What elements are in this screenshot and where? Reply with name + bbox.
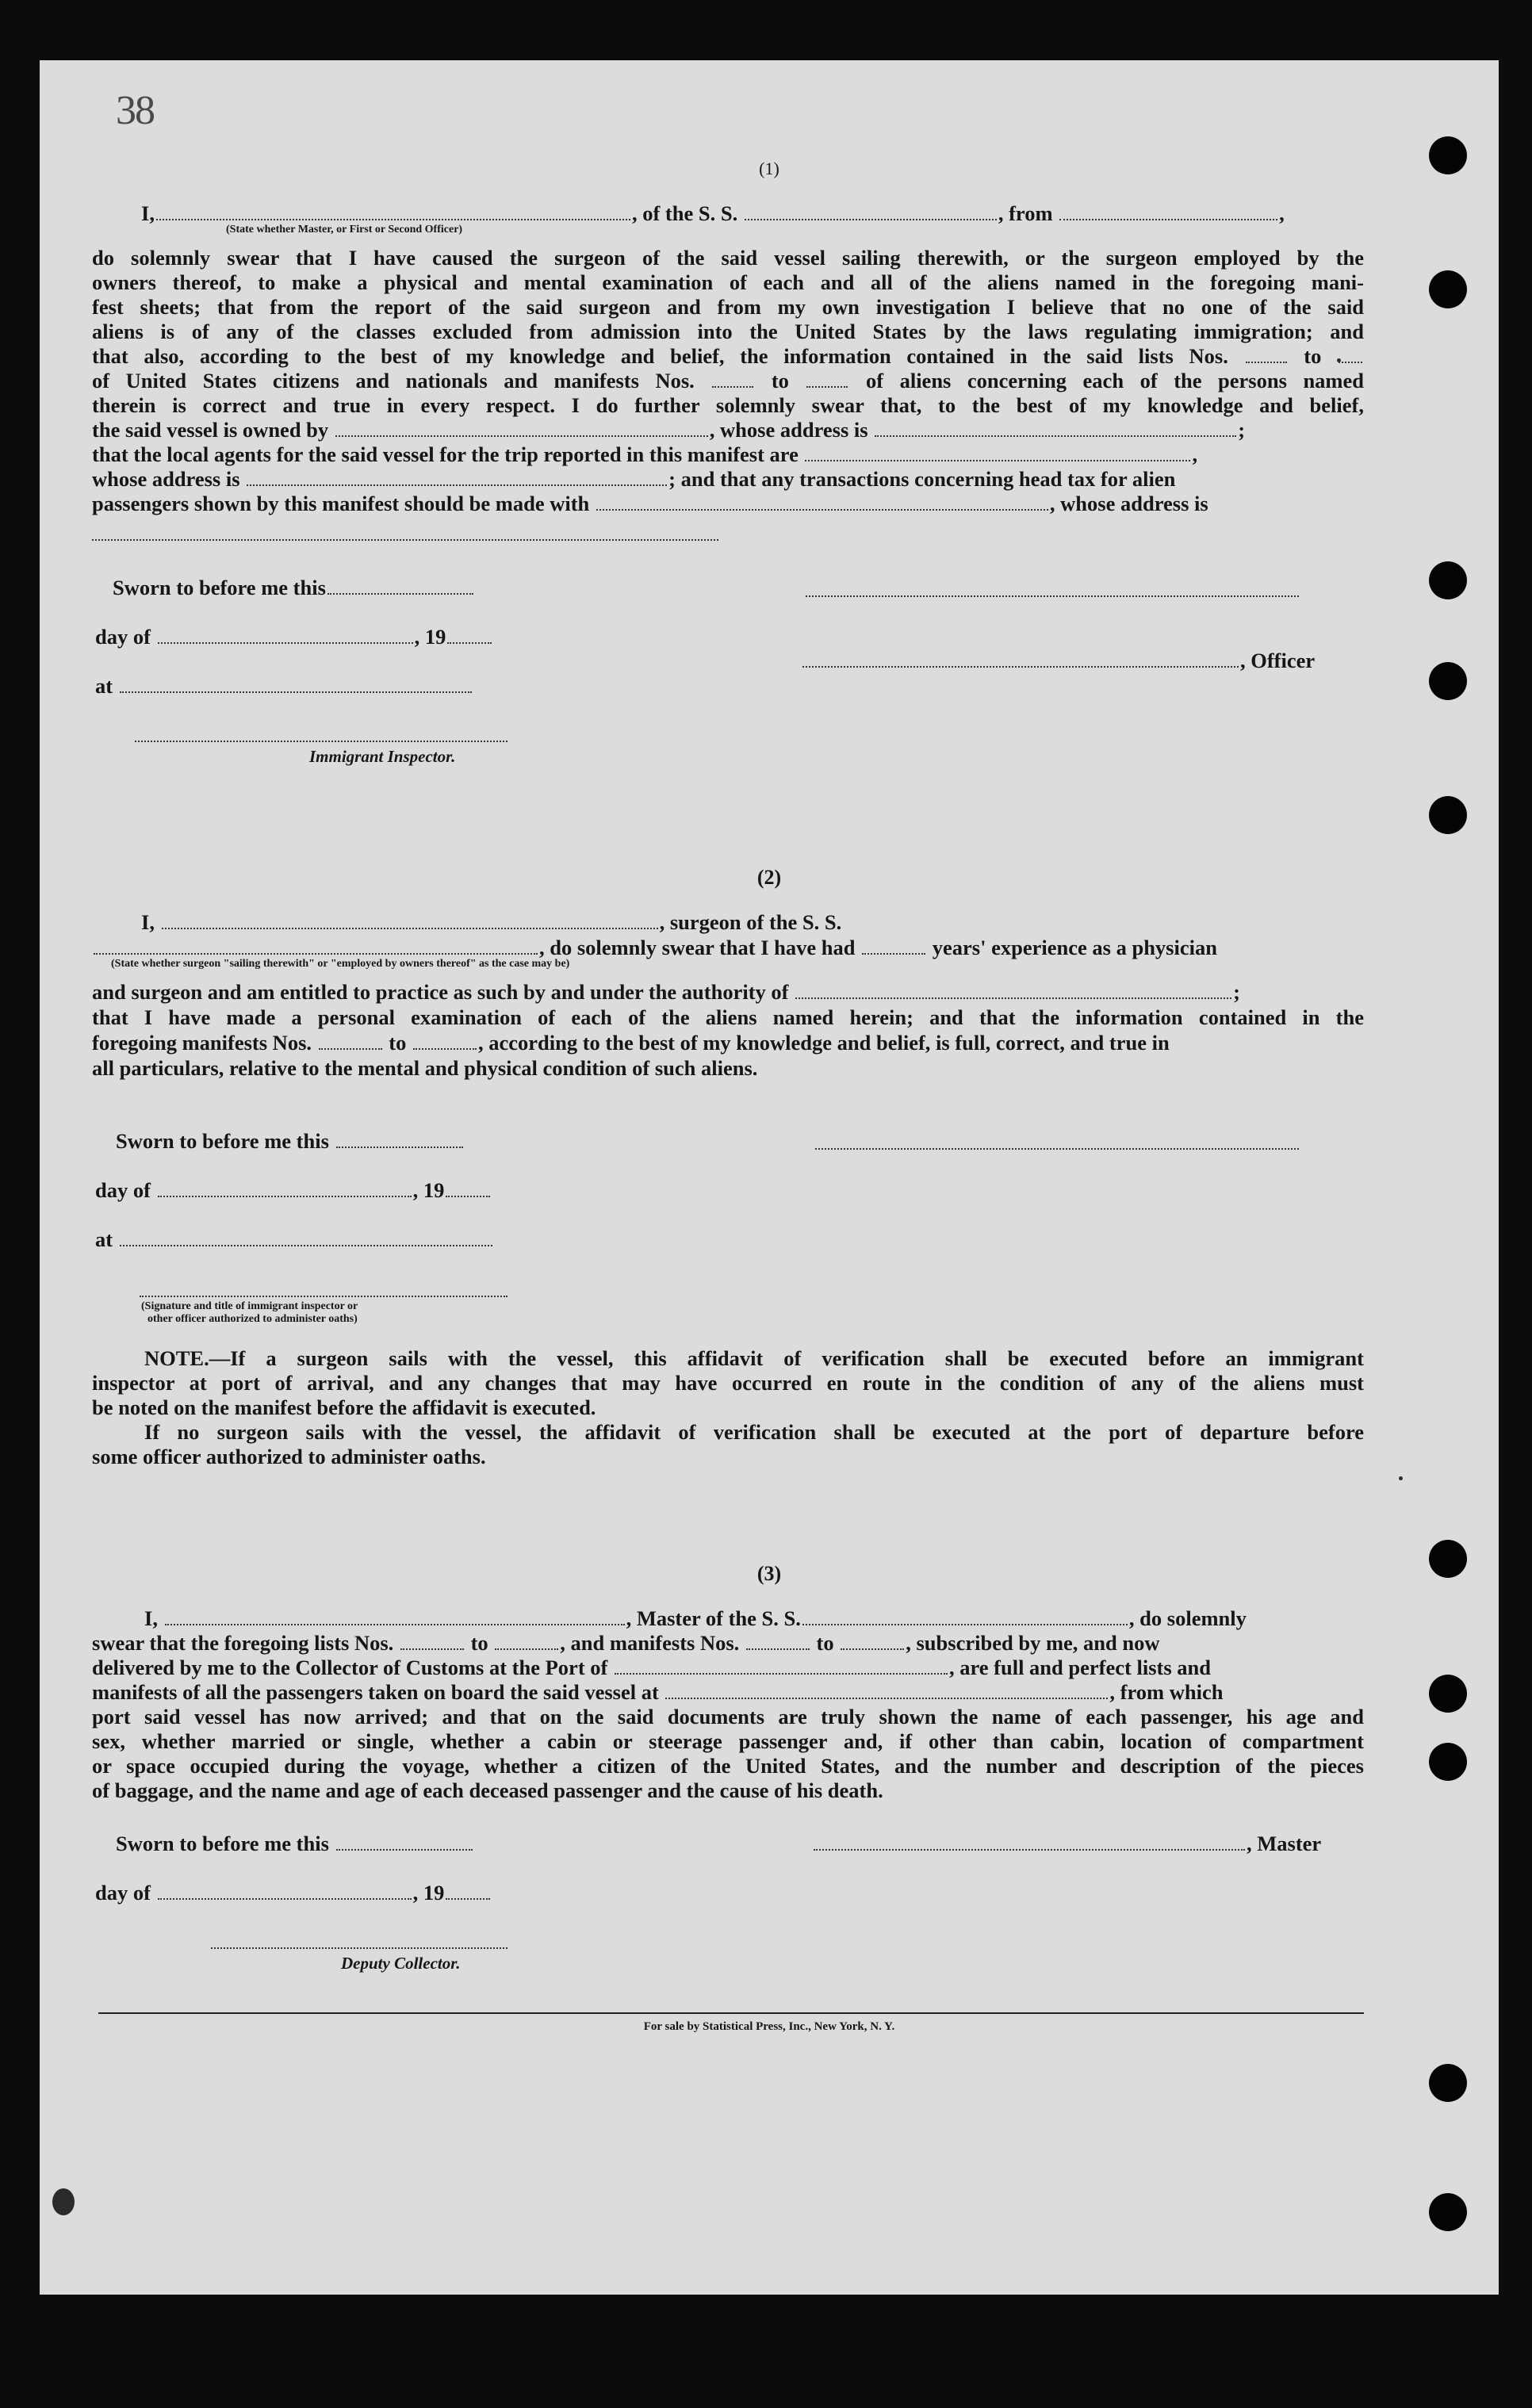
punch-hole	[1429, 796, 1467, 834]
page-number-mark: 38	[116, 88, 154, 133]
punch-hole	[1429, 1743, 1467, 1781]
punch-hole	[1429, 2193, 1467, 2231]
day-field[interactable]	[158, 626, 413, 644]
footer-rule	[98, 2012, 1364, 2014]
s1-line-8: therein is correct and true in every respect. I do further solemnly swear that, to the best of my knowledge and belief,	[92, 393, 1364, 417]
s1-line-3: owners thereof, to make a physical and mental examination of each and all of the aliens named in the foregoing mani-	[92, 270, 1364, 294]
s1-day-of: day of , 19	[95, 625, 493, 649]
manifests-to-field[interactable]	[806, 370, 848, 388]
s1-line-1: I, , of the S. S. , from ,	[141, 201, 1285, 225]
s2-sworn: Sworn to before me this	[116, 1129, 465, 1154]
authority-field[interactable]	[795, 982, 1231, 999]
s2-at-place-field[interactable]	[120, 1229, 492, 1246]
agents-address-field[interactable]	[247, 469, 667, 486]
year-field[interactable]	[447, 626, 492, 644]
s3-lists-from-field[interactable]	[400, 1633, 464, 1650]
surgeon-signature-line[interactable]	[815, 1148, 1299, 1150]
sig-caption-1: (Signature and title of immigrant inspector or	[141, 1300, 358, 1312]
printer-imprint: For sale by Statistical Press, Inc., New York, N. Y.	[643, 2020, 895, 2033]
s1-line-11: whose address is ; and that any transactions concerning head tax for alien	[92, 467, 1176, 491]
local-agents-field[interactable]	[805, 444, 1190, 461]
s3-line-7: or space occupied during the voyage, whether a citizen of the United States, and the number and description of the pieces	[92, 1754, 1364, 1778]
surgeon-name-field[interactable]	[162, 912, 658, 929]
collector-signature-line[interactable]	[211, 1947, 507, 1949]
rank-caption: (State whether Master, or First or Second Officer)	[226, 224, 463, 235]
ink-speck	[1399, 1476, 1403, 1480]
s2-day-field[interactable]	[158, 1180, 412, 1197]
punch-hole	[1429, 2064, 1467, 2102]
s3-vessel-field[interactable]	[802, 1608, 1128, 1625]
s3-year-field[interactable]	[446, 1882, 490, 1900]
s2-manifests-to-field[interactable]	[413, 1032, 477, 1050]
head-tax-agent-field[interactable]	[596, 493, 1048, 511]
master-signature-field[interactable]	[814, 1833, 1245, 1851]
surgeon-status-field[interactable]	[94, 937, 538, 955]
section-2-number: (2)	[756, 866, 782, 889]
s3-sworn: Sworn to before me this	[116, 1832, 474, 1856]
s2-sworn-date-field[interactable]	[336, 1131, 463, 1148]
s3-line-2: swear that the foregoing lists Nos. to , and manifests Nos. to , subscribed by me, and now	[92, 1631, 1160, 1655]
s1-line-5: aliens is of any of the classes excluded from admission into the United States by the laws regulating immigration; and	[92, 320, 1364, 343]
section-1-number: (1)	[759, 159, 779, 178]
sworn-date-field[interactable]	[327, 577, 473, 595]
s3-line-5: port said vessel has now arrived; and that on the said documents are truly shown the name of each passenger, his age and	[92, 1705, 1364, 1728]
s1-line-10: that the local agents for the said vessel for the trip reported in this manifest are ,	[92, 442, 1198, 466]
surgeon-status-caption: (State whether surgeon "sailing therewith" or "employed by owners thereof" as the case may be)	[111, 958, 570, 970]
s1-line-4: fest sheets; that from the report of the said surgeon and from my own investigation I believe that no one of the said	[92, 295, 1364, 319]
ink-blot	[52, 2188, 75, 2215]
sig-caption-2: other officer authorized to administer oaths)	[147, 1313, 358, 1325]
s3-lists-to-field[interactable]	[495, 1633, 558, 1650]
s2-day-of: day of , 19	[95, 1178, 492, 1203]
s1-sworn: Sworn to before me this	[113, 576, 475, 600]
officer-signature-field[interactable]	[802, 650, 1239, 668]
note-line-3: be noted on the manifest before the affidavit is executed.	[92, 1395, 596, 1419]
s2-at: at	[95, 1227, 494, 1252]
s2-officer-signature-line[interactable]	[140, 1296, 507, 1297]
s1-line-2: do solemnly swear that I have caused the surgeon of the said vessel sailing therewith, or the surgeon employed by the	[92, 246, 1364, 270]
years-experience-field[interactable]	[862, 937, 925, 955]
s3-master: , Master	[812, 1832, 1321, 1856]
customs-port-field[interactable]	[615, 1657, 948, 1675]
s1-line-6: that also, according to the best of my knowledge and belief, the information contained in the said lists Nos. to	[92, 344, 1364, 369]
s1-line-9: the said vessel is owned by , whose address is ;	[92, 418, 1246, 442]
note-line-2: inspector at port of arrival, and any changes that may have occurred en route in the condition of any of the aliens must	[92, 1371, 1364, 1395]
punch-hole	[1429, 662, 1467, 700]
embarkation-port-field[interactable]	[665, 1682, 1108, 1699]
s3-line-6: sex, whether married or single, whether a cabin or steerage passenger and, if other than cabin, location of compartment	[92, 1729, 1364, 1753]
lists-to-field[interactable]	[1339, 346, 1362, 363]
punch-hole	[1429, 561, 1467, 599]
note-line-1: NOTE.—If a surgeon sails with the vessel, this affidavit of verification shall be executed before an immigrant	[144, 1346, 1364, 1370]
s2-year-field[interactable]	[446, 1180, 490, 1197]
inspector-signature-line[interactable]	[135, 741, 507, 742]
s2-line-6: all particulars, relative to the mental and physical condition of such aliens.	[92, 1056, 758, 1080]
s3-manifests-from-field[interactable]	[746, 1633, 810, 1650]
owner-field[interactable]	[335, 419, 708, 437]
owner-address-field[interactable]	[875, 419, 1236, 437]
s2-line-1: I, , surgeon of the S. S.	[141, 910, 842, 934]
s1-at: at	[95, 674, 473, 699]
at-place-field[interactable]	[120, 676, 472, 693]
s3-day-of: day of , 19	[95, 1881, 492, 1905]
s3-manifests-to-field[interactable]	[841, 1633, 904, 1650]
s1-officer: , Officer	[801, 649, 1315, 673]
s1-line-12: passengers shown by this manifest should be made with , whose address is	[92, 492, 1208, 515]
s3-day-field[interactable]	[158, 1882, 412, 1900]
s3-line-4: manifests of all the passengers taken on board the said vessel at , from which	[92, 1680, 1224, 1704]
vessel-name-field[interactable]	[745, 203, 997, 220]
collector-caption: Deputy Collector.	[341, 1954, 461, 1973]
section-3-number: (3)	[756, 1562, 782, 1585]
s3-sworn-date-field[interactable]	[336, 1833, 473, 1851]
s3-line-8: of baggage, and the name and age of each deceased passenger and the cause of his death.	[92, 1778, 883, 1802]
s3-line-1: I, , Master of the S. S. , do solemnly	[144, 1606, 1247, 1630]
s2-line-3: and surgeon and am entitled to practice as such by and under the authority of ;	[92, 980, 1240, 1004]
s2-line-2: , do solemnly swear that I have had years' experience as a physician	[92, 936, 1217, 960]
s3-line-3: delivered by me to the Collector of Customs at the Port of , are full and perfect lists and	[92, 1656, 1211, 1679]
s2-line-5: foregoing manifests Nos. to , according to the best of my knowledge and belief, is full, correct, and true in	[92, 1031, 1170, 1055]
s1-line-7: of United States citizens and nationals and manifests Nos. to of aliens concerning each of the persons named	[92, 369, 1365, 392]
s2-manifests-from-field[interactable]	[319, 1032, 382, 1050]
from-port-field[interactable]	[1059, 203, 1277, 220]
note-line-4: If no surgeon sails with the vessel, the affidavit of verification shall be executed at the port of departure before	[144, 1420, 1364, 1444]
note-line-5: some officer authorized to administer oaths.	[92, 1445, 486, 1468]
inspector-caption: Immigrant Inspector.	[309, 747, 456, 766]
s2-line-4: that I have made a personal examination of each of the aliens named herein; and that the information contained in the	[92, 1005, 1364, 1029]
address-continuation-line[interactable]	[92, 539, 718, 541]
manifests-from-field[interactable]	[712, 370, 753, 388]
master-name-field[interactable]	[165, 1608, 625, 1625]
punch-hole	[1429, 270, 1467, 308]
manifest-back-page	[40, 60, 1499, 2295]
signature-line-1[interactable]	[806, 595, 1299, 597]
rank-field[interactable]	[156, 203, 630, 220]
punch-hole	[1429, 1675, 1467, 1713]
lists-from-field[interactable]	[1246, 346, 1287, 363]
